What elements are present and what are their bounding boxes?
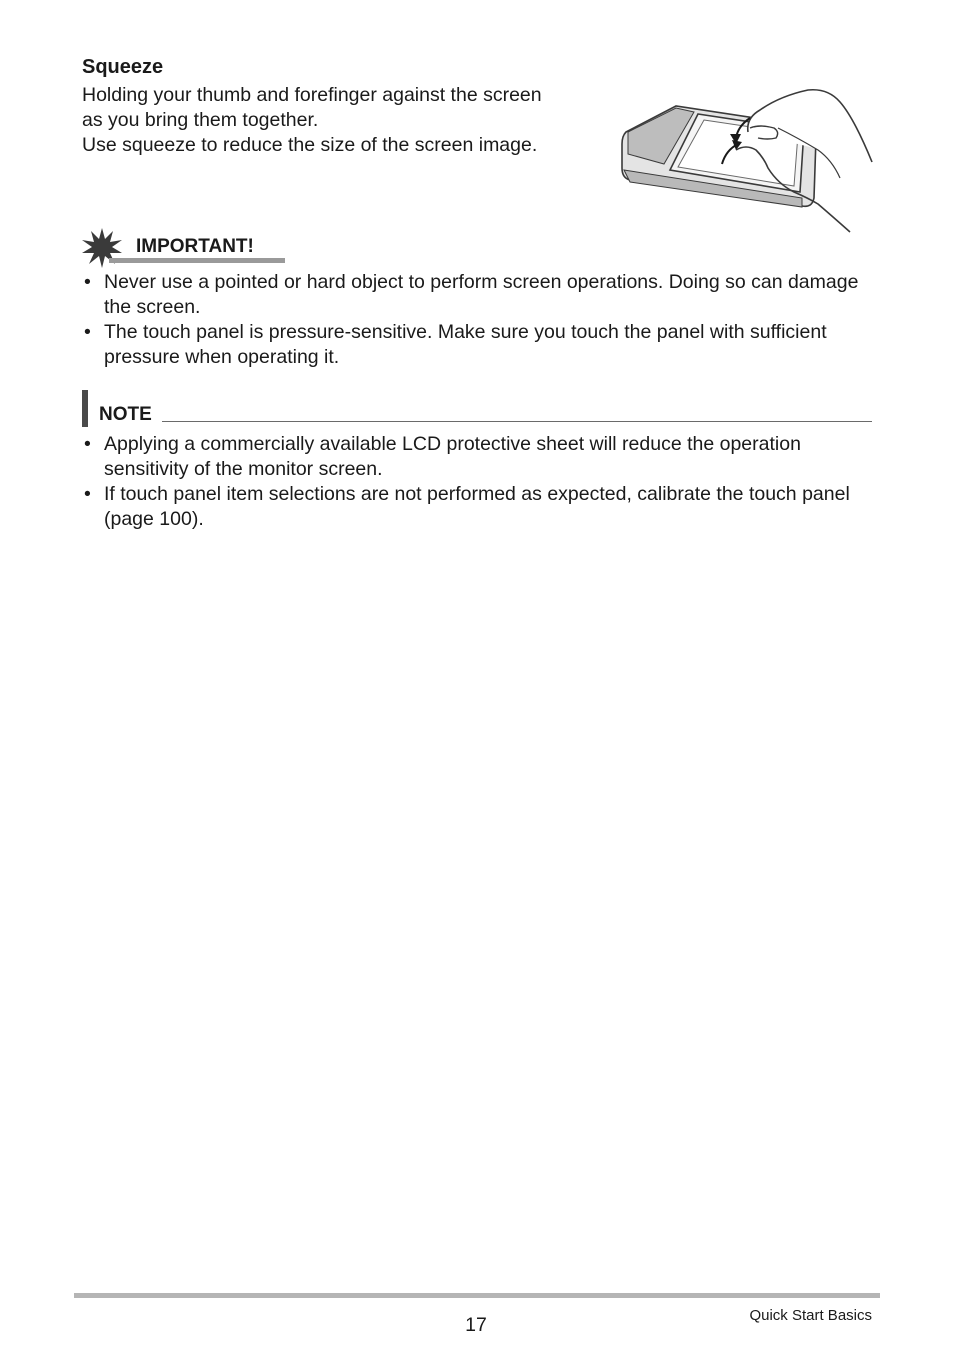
footer-section-title: Quick Start Basics xyxy=(749,1307,872,1324)
footer-rule xyxy=(74,1293,880,1298)
page-number: 17 xyxy=(465,1314,487,1336)
squeeze-gesture-illustration xyxy=(618,88,876,234)
squeeze-description xyxy=(82,83,602,158)
note-list xyxy=(82,432,872,532)
note-item-2: • If touch panel item selections are not performed as expected, calibrate the touch panel (page 100). xyxy=(82,482,872,532)
squeeze-description-line-2: as you bring them together. xyxy=(82,109,319,131)
important-list xyxy=(82,270,872,370)
important-header xyxy=(82,228,286,268)
squeeze-description-line-1: Holding your thumb and forefinger against the screen xyxy=(82,84,542,106)
squeeze-description-line-3: Use squeeze to reduce the size of the screen image. xyxy=(82,134,538,156)
note-item-1: • Applying a commercially available LCD protective sheet will reduce the operation sensitivity of the monitor screen. xyxy=(82,432,872,482)
important-item-2: • The touch panel is pressure-sensitive. Make sure you touch the panel with sufficient pressure when operating it. xyxy=(82,320,872,370)
section-heading-squeeze: Squeeze xyxy=(82,56,164,78)
important-label: IMPORTANT! xyxy=(136,236,254,257)
note-label: NOTE xyxy=(99,404,152,425)
important-underline xyxy=(109,258,285,263)
note-header xyxy=(82,390,874,428)
note-rule xyxy=(162,421,872,422)
note-bar xyxy=(82,390,88,427)
important-item-1: • Never use a pointed or hard object to perform screen operations. Doing so can damage the screen. xyxy=(82,270,872,320)
